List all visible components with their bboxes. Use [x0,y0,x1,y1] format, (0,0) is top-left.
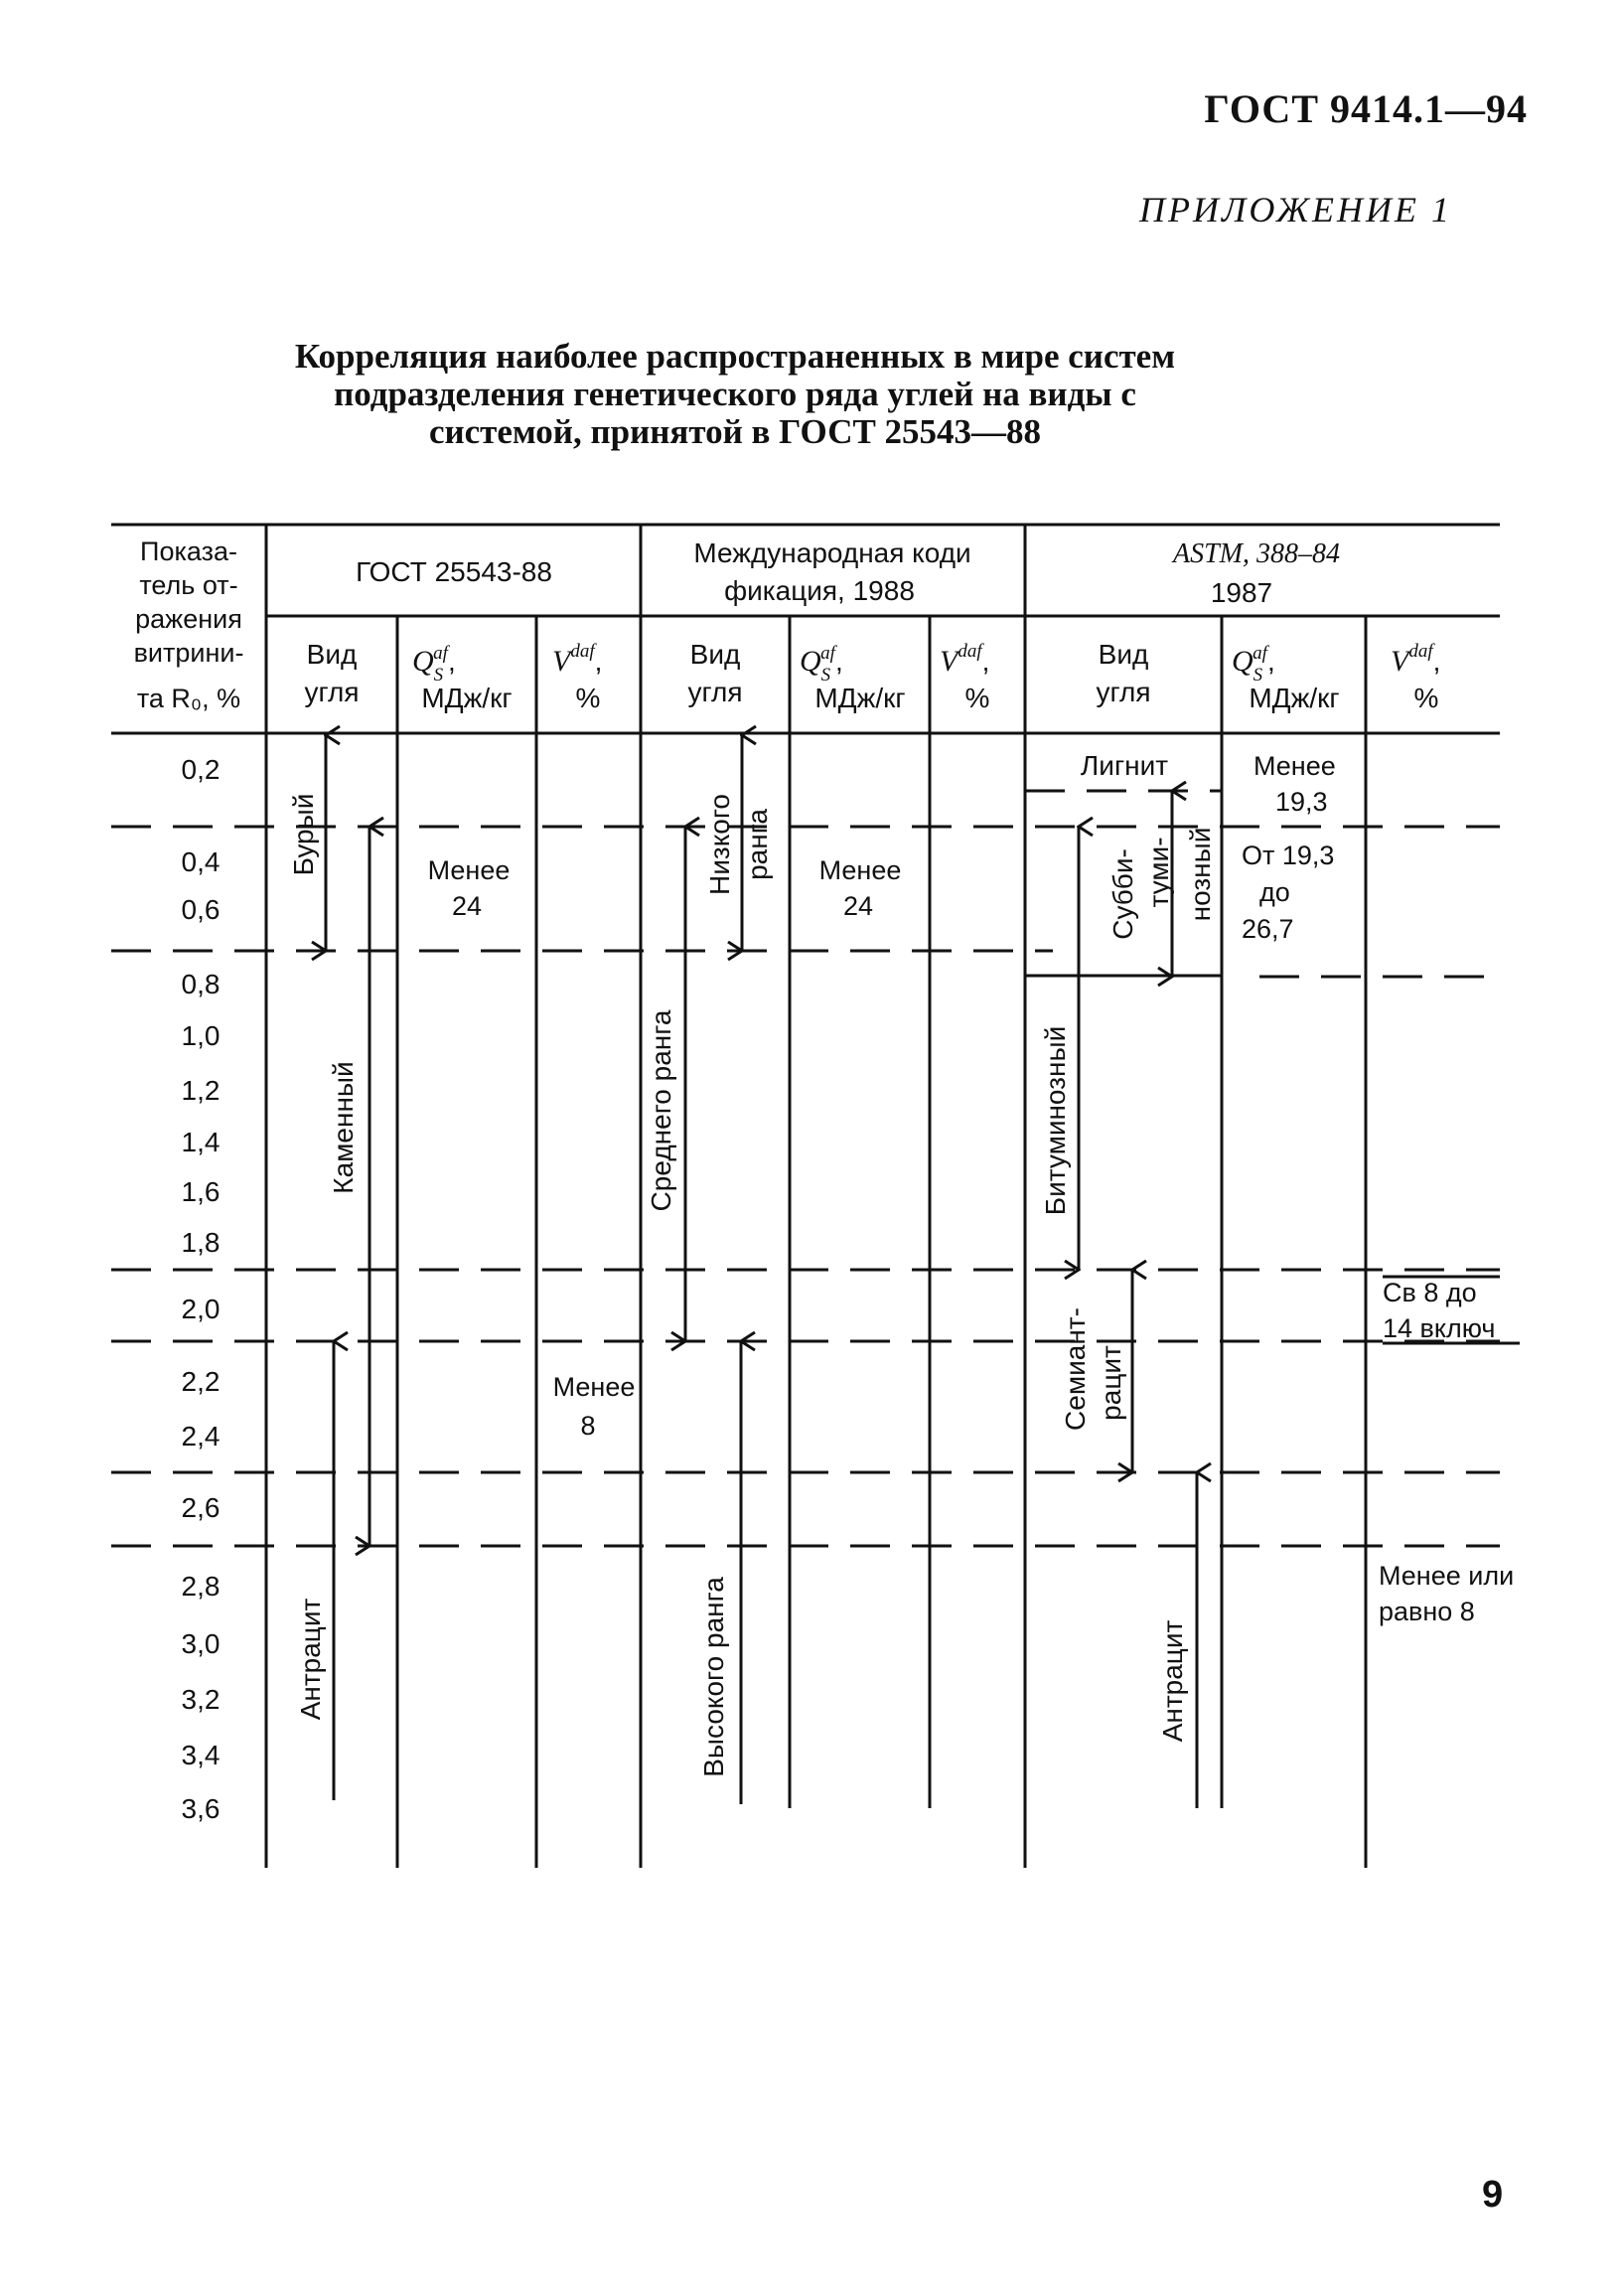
kind-semi-2: рацит [1096,1345,1126,1421]
astm-v-unit: % [1413,683,1439,713]
group-astm-line2: 1987 [1210,577,1273,608]
kind-anthracite-astm: Антрацит [1157,1619,1188,1743]
kind-low-rank-1: Низкого [704,793,735,896]
reflectance-value: 2,8 [181,1571,221,1602]
rowhead-line: Показа- [140,536,237,566]
group-intl-line2: фикация, 1988 [724,575,915,606]
rowhead-line: та R₀, % [136,684,241,713]
gost-v-less-2: 8 [580,1411,596,1441]
page-number: 9 [1482,2174,1504,2216]
title-line-3: системой, принятой в ГОСТ 25543—88 [428,412,1042,451]
intl-qs-less-1: Менее [818,855,902,885]
reflectance-value: 0,4 [181,846,221,877]
kind-subbit-3: нозный [1185,827,1216,922]
gost-kind-head-1: Вид [306,639,358,670]
rowhead-line: витрини- [133,638,244,668]
boundary-lines [111,791,1500,1546]
kind-anthracite: Антрацит [295,1598,326,1721]
kind-semi-1: Семиант- [1060,1307,1091,1431]
kind-low-rank-2: ранга [742,809,773,880]
astm-qs-values [1242,751,1336,944]
reflectance-value: 2,2 [181,1366,221,1397]
astm-v-b1: Менее или [1379,1561,1515,1591]
reflectance-values [182,754,221,1824]
astm-v-a1: Св 8 до [1383,1278,1477,1307]
reflectance-value: 1,0 [181,1020,221,1051]
astm-v-values [1379,1278,1514,1626]
astm-qs-head: $Q_Saf$, [1232,643,1275,686]
gost-kinds [288,794,359,1721]
kind-brown: Бурый [288,793,319,876]
group-astm-line1: ASTM, 388–84 [1173,538,1340,569]
gost-qs-head: $Q_Saf$, [412,643,456,686]
astm-qs-from-1: От 19,3 [1242,841,1335,870]
kind-bituminous: Битуминозный [1040,1025,1071,1216]
rowhead [134,536,244,713]
group-intl-line1: Международная коди [693,537,971,568]
reflectance-value: 3,6 [181,1793,221,1824]
reflectance-value: 2,6 [181,1492,221,1523]
astm-qs-from-3: 26,7 [1242,914,1294,944]
astm-qs-from-2: до [1259,877,1290,907]
title-line-1: Корреляция наиболее распространенных в мире систем [294,337,1176,376]
group-headers [356,537,1340,608]
astm-qs-unit: МДж/кг [1249,683,1340,713]
gost-kind-head-2: угля [304,677,360,707]
reflectance-value: 1,6 [181,1176,221,1207]
reflectance-value: 3,4 [181,1740,221,1770]
astm-kinds [1040,750,1216,1742]
intl-values [819,855,902,921]
astm-v-head: $V^{daf}$, [1391,641,1441,678]
astm-kind-head-2: угля [1096,677,1151,707]
astm-qs-less-2: 19,3 [1275,787,1328,817]
intl-kind-head-1: Вид [689,639,741,670]
gost-qs-less-1: Менее [427,855,511,885]
gost-qs-less-2: 24 [451,891,483,921]
reflectance-value: 0,6 [181,894,221,925]
kind-high-rank: Высокого ранга [698,1577,729,1777]
standard-number: ГОСТ 9414.1—94 [1204,86,1528,131]
intl-kinds [646,794,773,1777]
intl-kind-head-2: угля [687,677,743,707]
kind-mid-rank: Среднего ранга [646,1009,676,1212]
intl-qs-less-2: 24 [842,891,874,921]
gost-v-unit: % [575,683,601,713]
gost-values [428,855,636,1441]
reflectance-value: 2,4 [181,1421,221,1452]
reflectance-value: 1,8 [181,1227,221,1258]
kind-subbit-1: Субби- [1107,848,1138,940]
column-lines [266,525,1366,1868]
astm-qs-less-1: Менее [1253,751,1336,781]
gost-qs-unit: МДж/кг [421,683,513,713]
intl-qs-unit: МДж/кг [814,683,906,713]
intl-qs-head: $Q_Saf$, [800,643,843,686]
intl-v-head: $V^{daf}$, [940,641,990,678]
title-line-2: подразделения генетического ряда углей на виды с [334,375,1136,413]
gost-v-head: $V^{daf}$, [552,641,603,678]
reflectance-value: 3,2 [181,1684,221,1715]
rowhead-line: ражения [135,604,242,634]
reflectance-value: 0,8 [181,969,221,999]
astm-kind-head-1: Вид [1098,639,1149,670]
kind-lignite: Лигнит [1080,750,1169,781]
kind-hard: Каменный [328,1061,359,1194]
reflectance-value: 1,4 [181,1127,221,1157]
kind-subbit-2: туми- [1143,837,1174,908]
annex-label: ПРИЛОЖЕНИЕ 1 [1139,190,1452,230]
reflectance-value: 1,2 [181,1075,221,1106]
reflectance-value: 0,2 [181,754,221,785]
reflectance-value: 2,0 [181,1294,221,1324]
astm-v-a2: 14 включ [1383,1313,1496,1343]
rowhead-line: тель от- [139,570,238,600]
astm-v-b2: равно 8 [1379,1597,1475,1626]
reflectance-value: 3,0 [181,1628,221,1659]
group-gost: ГОСТ 25543-88 [356,556,552,587]
intl-v-unit: % [964,683,990,713]
gost-v-less-1: Менее [552,1372,636,1402]
